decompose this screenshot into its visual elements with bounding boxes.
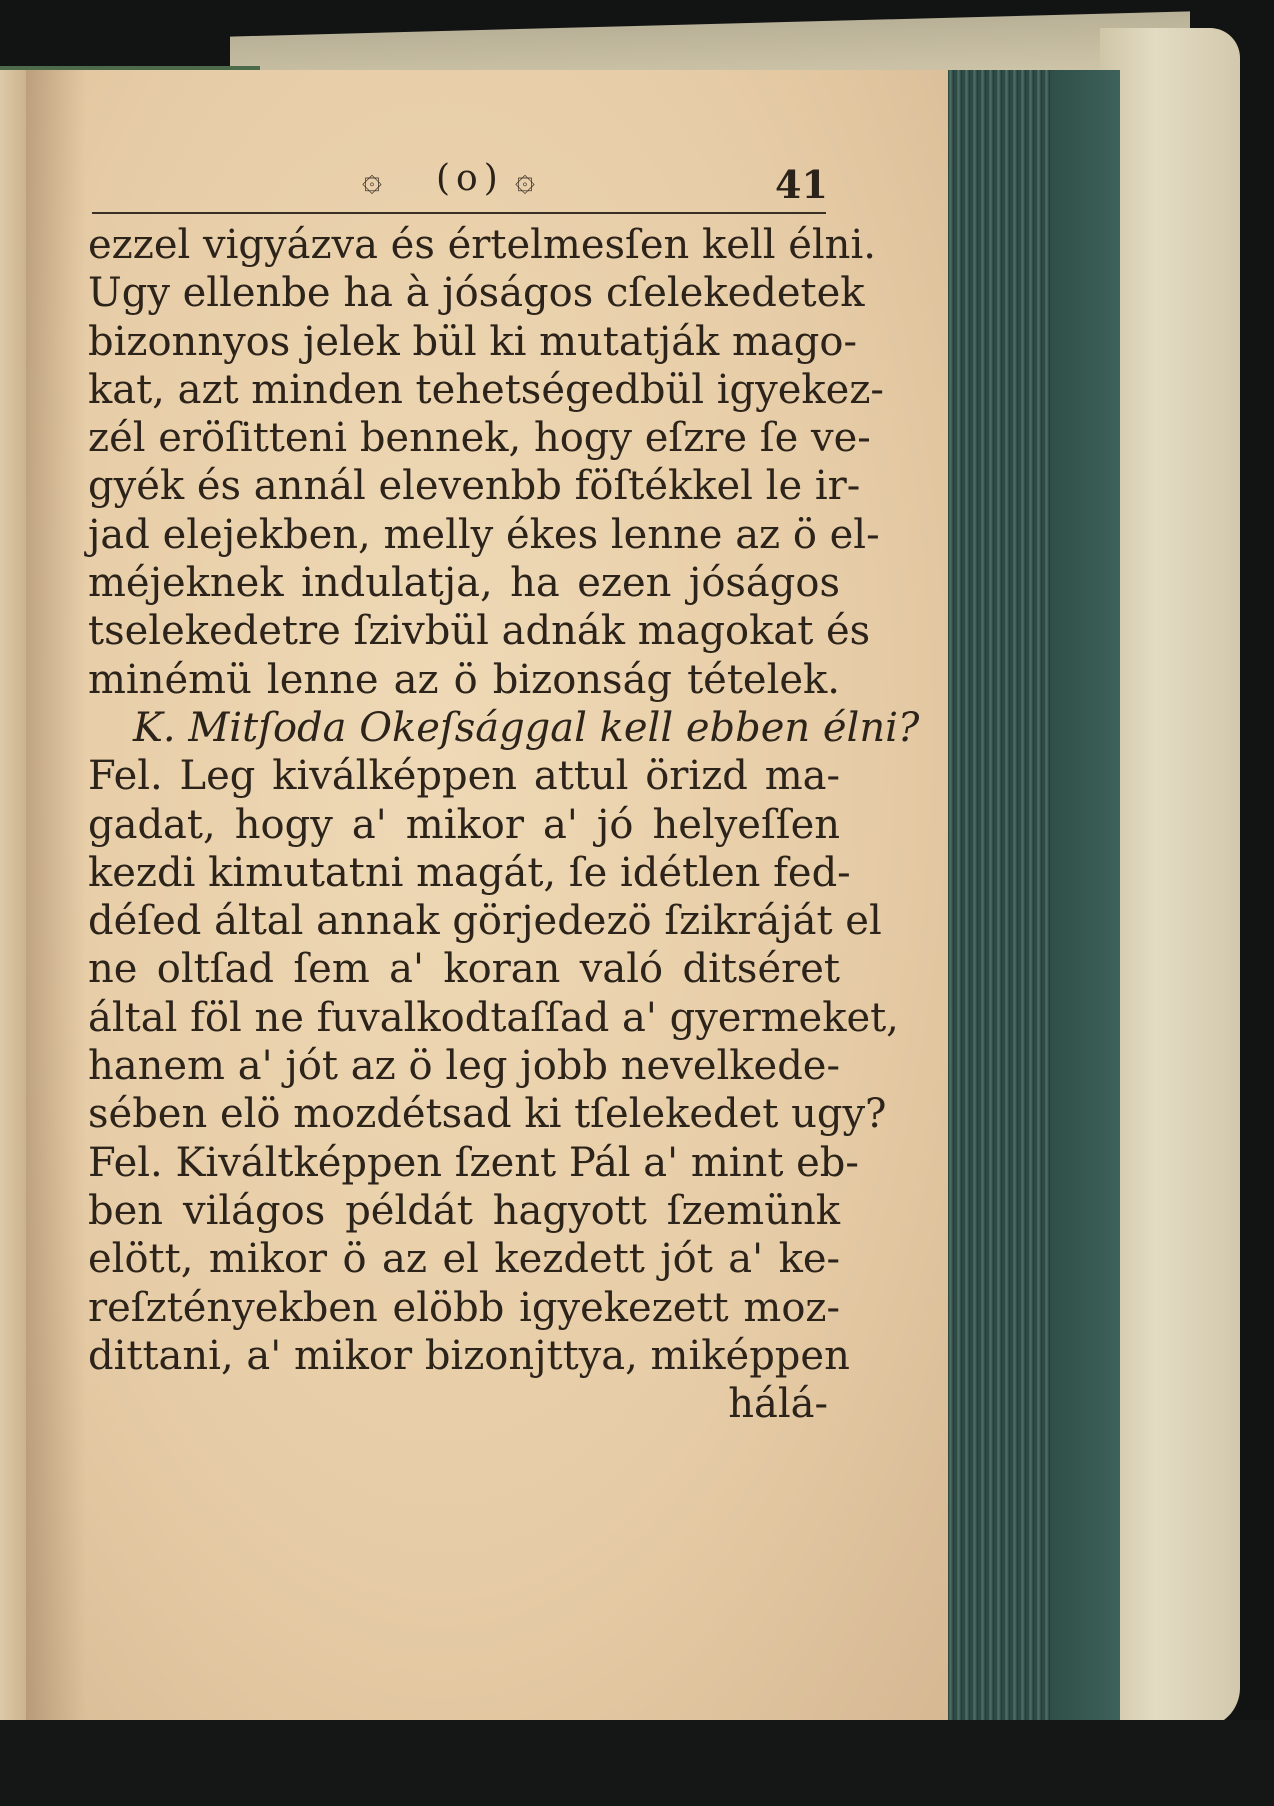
text-line: által föl ne fuvalkodtaſſad a' gyermeket,: [88, 994, 899, 1041]
text-line: dittani, a' mikor bizonjttya, miképpen: [88, 1332, 850, 1379]
text-line: hanem a' jót az ö leg jobb nevelkede-: [88, 1043, 840, 1090]
header-center-mark: (o): [436, 158, 504, 199]
ornament-right-icon: ۞: [515, 159, 535, 199]
text-line: bizonnyos jelek bül ki mutatják mago-: [88, 318, 857, 365]
text-line: minémü lenne az ö bizonság tételek.: [88, 656, 840, 703]
text-line: Fel. Leg kiválképpen attul örizd ma-: [88, 753, 840, 800]
background-bottom: [0, 1720, 1274, 1806]
text-line: elött, mikor ö az el kezdett jót a' ke-: [88, 1236, 840, 1283]
text-line: méjeknek indulatja, ha ezen jóságos: [88, 560, 840, 607]
question-line: K. Mitſoda Okeſsággal kell ebben élni?: [133, 704, 920, 751]
text-line: Fel. Kiváltképpen ſzent Pál a' mint eb-: [88, 1139, 859, 1186]
catchword: hálá-: [728, 1381, 828, 1428]
text-line: déſed által annak görjedezö ſzikráját el: [88, 898, 882, 945]
text-line: ne oltſad ſem a' koran való ditséret: [88, 946, 840, 993]
text-line: kezdi kimutatni magát, ſe idétlen fed-: [88, 849, 851, 896]
page-number: 41: [775, 162, 828, 207]
ornament-left-icon: ۞: [362, 159, 382, 199]
header-rule: [92, 212, 826, 214]
page-block-edge-shade: [1050, 70, 1120, 1730]
book-cover-right: [1100, 28, 1240, 1728]
text-line: ezzel vigyázva és értelmesſen kell élni.: [88, 222, 876, 268]
page-text: [88, 221, 920, 1428]
text-line: reſztényekben elöbb igyekezett moz-: [88, 1284, 840, 1331]
text-line: jad elejekben, melly ékes lenne az ö el-: [88, 511, 880, 558]
text-line: ben világos példát hagyott ſzemünk: [88, 1187, 840, 1234]
text-line: sében elö mozdétsad ki tſelekedet ugy?: [88, 1091, 887, 1138]
text-line: gadat, hogy a' mikor a' jó helyeſſen: [88, 801, 840, 848]
gutter-shadow: [26, 70, 86, 1730]
text-line: Ugy ellenbe ha à jóságos cſelekedetek: [88, 270, 865, 317]
text-line: kat, azt minden tehetségedbül igyekez-: [88, 366, 884, 413]
text-line: gyék és annál elevenbb föſtékkel le ir-: [88, 463, 861, 510]
text-line: tselekedetre ſzivbül adnák magokat és: [88, 608, 871, 655]
text-line: zél eröſitteni bennek, hogy eſzre ſe ve-: [88, 415, 871, 462]
